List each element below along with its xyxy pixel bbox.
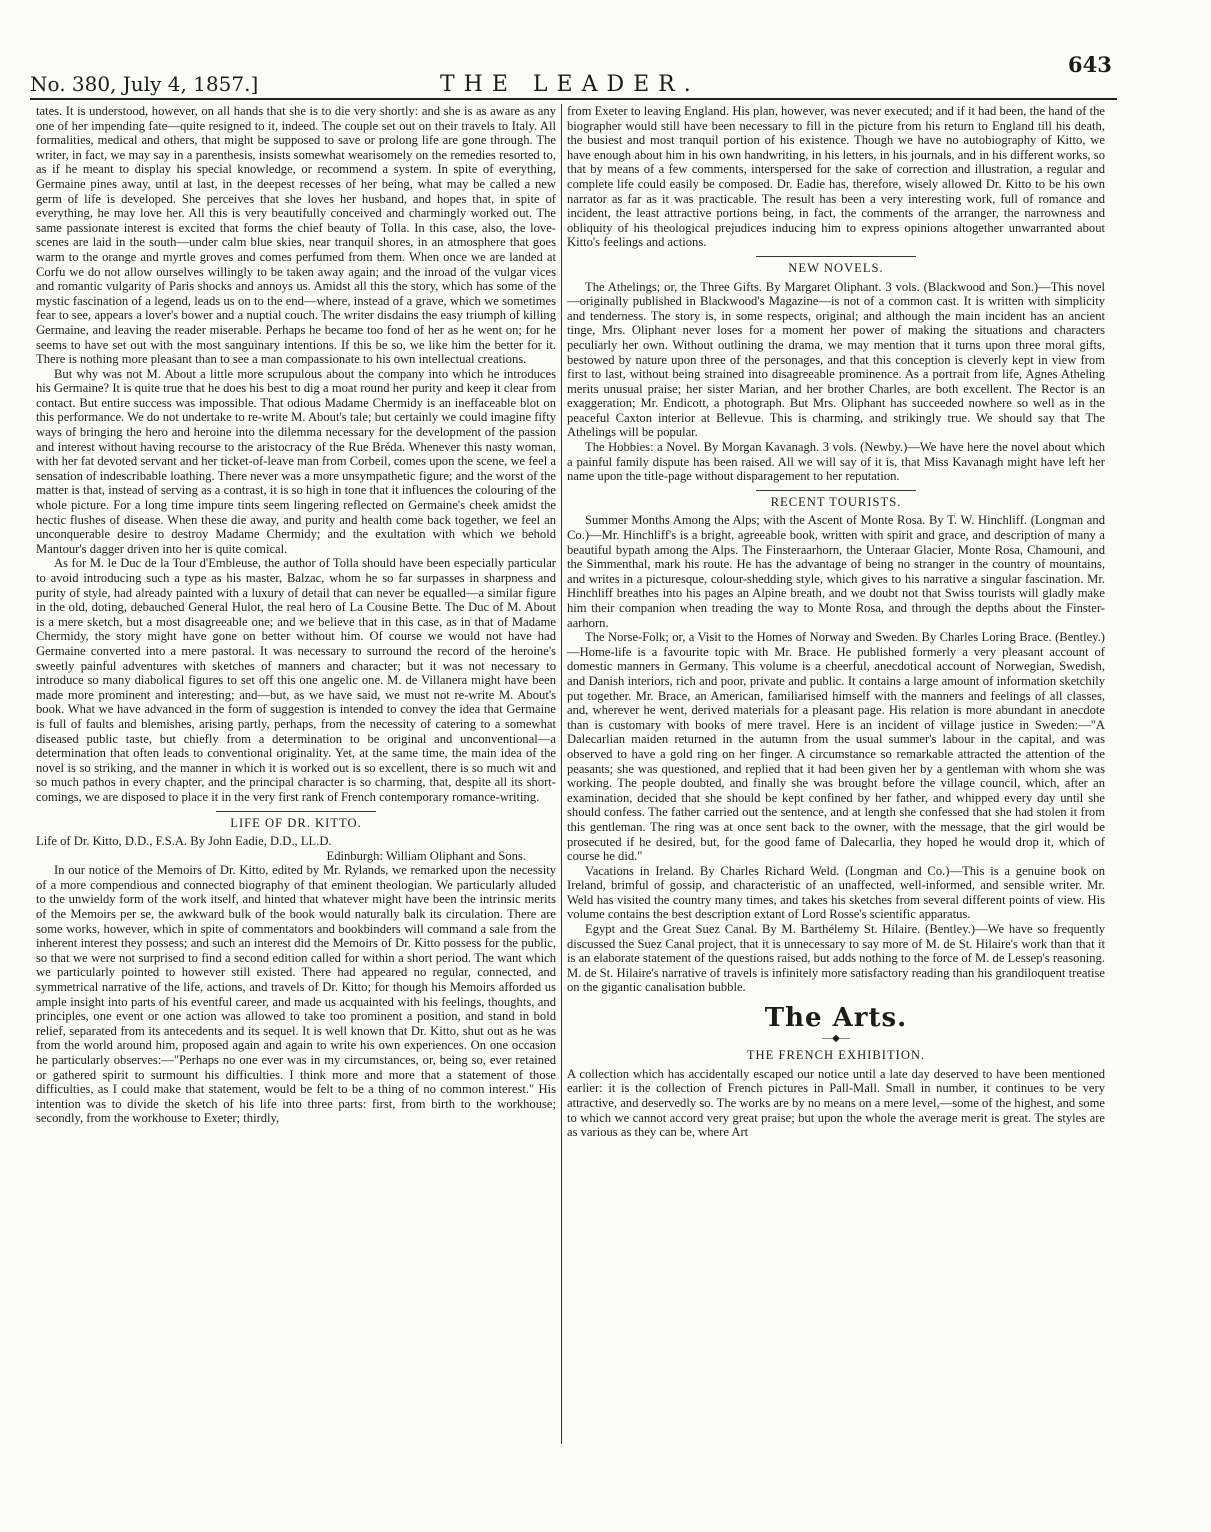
novel-review: The Athelings; or, the Three Gifts. By Margaret Oliphant. 3 vols. (Blackwood and Son.)—This novel—originally published in Blackwood's Magazine—is not of a common cast. It is written with simplicity and tenderness. The story is, in some respects, original; and although the main incident has an ancient tinge, Mrs. Oliphant never loses for a moment her power of making the situations and characters peculiarly her own. Without outlining the drama, we may mention that it turns upon three moral gifts, bestowed by nature upon three of the personages, and that this conception is cleverly kept in view from first to last, without being strained into disagreeable prominence. As a portrait from life, Agnes Atheling merits unusual praise; her sister Marian, and her brother Charles, are both excellent. The Rector is an exaggeration; Mr. Endicott, a photograph. But Mrs. Oliphant has succeeded nowhere so well as in the peaceful Caxton interior at Bellevue. This is charming, and strikingly true. We should say that The Athelings will be popular.: [567, 279, 1105, 440]
exhibition-paragraph: A collection which has accidentally escaped our notice until a late day deserved to have been mentioned earlier: it is the collection of French pictures in Pall-Mall. Small in number, it continues to be very attractive, and deservedly so. The works are by no means on a mere level,—some of the highest, and some to which we cannot accord very great praise; but upon the whole the average merit is great. The styles are as various as they can be, where Art: [567, 1066, 1105, 1140]
ornament-divider: —◆—: [822, 1032, 850, 1044]
kitto-section-title: LIFE OF DR. KITTO.: [230, 815, 362, 830]
kitto-citation: Life of Dr. Kitto, D.D., F.S.A. By John Eadie, D.D., LL.D.: [36, 834, 332, 849]
issue-line: No. 380, July 4, 1857.]: [30, 72, 259, 96]
right-column: [567, 104, 1105, 1140]
section-rule: [216, 811, 376, 812]
masthead-title: THE LEADER.: [440, 72, 700, 97]
tourist-review: Egypt and the Great Suez Canal. By M. Barthélemy St. Hilaire. (Bentley.)—We have so frequently discussed the Suez Canal project, that it is unnecessary to say more of M. de St. Hilaire's work than that it is an elaborate statement of the questions raised, but adds nothing to the force of M. de Lessep's reasoning. M. de St. Hilaire's narrative of travels is infinitely more satisfactory reading than his grandiloquent treatise on the gigantic canalisation bubble.: [567, 922, 1105, 995]
left-column: [36, 104, 556, 1126]
column-divider: [561, 104, 562, 1444]
tourist-review: Vacations in Ireland. By Charles Richard Weld. (Longman and Co.)—This is a genuine book on Ireland, brimful of gossip, and characteristic of an unaffected, well-informed, and sensible writer. Mr. Weld has visited the country many times, and takes his sketches from several different points of view. His volume contains the best description extant of Lord Rosse's scientific apparatus.: [567, 863, 1105, 922]
tourist-review: The Norse-Folk; or, a Visit to the Homes of Norway and Sweden. By Charles Loring Brace. (Bentley.)—Home-life is a favourite topic with Mr. Brace. He published formerly a very pleasant account of domestic manners in Germany. This volume is a cheerful, anecdotical account of Norwegian, Swedish, and Danish interiors, rich and poor, private and public. It contains a large amount of information sketchily put together. Mr. Brace, an American, familiarised himself with the manners and feelings of all classes, and, wherever he went, derived materials for a pleasant page. His relation is more abundant in anecdote than is customary with books of mere travel. Here is an incident of village justice in Sweden:—"A Dalecarlian maiden returned in the autumn from the usual summer's labour in the capital, and was observed to have a gold ring on her finger. A circumstance so remarkable attracted the attention of the peasants; she was questioned, and replied that it had been given her by a gentleman with whom she was working. The people doubted, and finally she was brought before the village council, which, after an examination, decided that she should be kept confined by her father, and whipped every day until she should confess. The father carried out the sentence, and at length she confessed that she had stolen it from this gentleman. The ring was at once sent back to the owner, with the message, that the girl would be prosecuted if he desired, but, for the good fame of Dalecarlia, they hoped he would drop it, which of course he did.": [567, 630, 1105, 864]
kitto-continued: from Exeter to leaving England. His plan, however, was never executed; and if it had been, the hand of the biographer would still have been necessary to fill in the picture from his return to England till his death, the busiest and most tranquil portion of his existence. Though we have no autobiography of Kitto, we have enough about him in his own handwriting, in his letters, in his journals, and in his different works, so that by means of a few comments, interspersed for the sake of correction and illustration, a regular and complete life could easily be composed. Dr. Eadie has, therefore, wisely allowed Dr. Kitto to be his own narrator as far as it was practicable. The result has been a very interesting work, full of romance and incident, the least attractive portions being, in fact, the comments of the arranger, the narrowness and obliquity of his theological prejudices inducing him to express opinions altogether unwarranted about Kitto's feelings and actions.: [567, 104, 1105, 250]
kitto-paragraph: In our notice of the Memoirs of Dr. Kitto, edited by Mr. Rylands, we remarked upon the necessity of a more compendious and connected biography of that eminent theologian. We particularly alluded to the unwieldy form of the work itself, and hinted that whatever might have been the intrinsic merits of the Memoirs per se, the awkward bulk of the book would naturally balk its circulation. There are some works, however, which in spite of commentators and bookbinders will command a sale from the inherent interest they possess; and such an interest did the Memoirs of Dr. Kitto possess for the public, so that we were not surprised to find a second edition called for within a short period. The want which we particularly pointed to however still existed. There had appeared no regular, connected, and symmetrical narrative of the life, actions, and travels of Dr. Kitto; for though his Memoirs afforded us ample insight into parts of his eventful career, and made us acquainted with his feelings, thoughts, and principles, one event or one action was allowed to take too prominent a position, and stand in bold relief, separated from its antecedents and its sequel. It is well known that Dr. Kitto, shut out as he was from the world around him, proposed again and again to write his own experiences. On one occasion he particularly observes:—"Perhaps no one ever was in my circumstances, or, being so, ever retained or gathered spirit to surmount his difficulties. I think more and more that a statement of those difficulties, as I could make that statement, would be felt to be a thing of no common interest." His intention was to divide the sketch of his life into three parts: first, from birth to the workhouse; secondly, from the workhouse to Exeter; thirdly,: [36, 863, 556, 1126]
page-number: 643: [1068, 52, 1112, 77]
review-paragraph: But why was not M. About a little more scrupulous about the company into which he introduces his Germaine? It is quite true that he does his best to dig a moat round her purity and keep it clear from contact. But entire success was impossible. That odious Madame Chermidy is an ineffaceable blot on this performance. We do not undertake to re-write M. About's tale; but certainly we could imagine fifty ways of bringing the hero and heroine into the dilemma necessary for the development of the passion and interest without having recourse to the aristocracy of the Rue Bréda. Whenever this nasty woman, with her fat devoted servant and her ticket-of-leave man from Corbeil, comes upon the scene, we feel a sensation of indescribable loathing. There never was a more unsympathetic figure; and the worst of the matter is that, instead of serving as a contrast, it is so high in tone that it influences the colouring of the whole picture. For a long time impure tints seem lingering reflected on Germaine's cheek amidst the hectic flushes of disease. When these die away, and purity and health come back together, we feel an unconquerable desire to destroy Madame Chermidy; and the exultation with which we behold Mantour's dagger driven into her is quite comical.: [36, 366, 556, 556]
section-rule: [756, 490, 916, 491]
header-rule: [30, 98, 1117, 100]
exhibition-section-title: THE FRENCH EXHIBITION.: [746, 1048, 926, 1063]
review-paragraph: tates. It is understood, however, on all hands that she is to die very shortly: and she is as aware as any one of her impending fate—quite resigned to it, indeed. The couple set out on their travels to Italy. All formalities, medical and others, that might be supposed to save or prolong life are gone through. The writer, in fact, we may say in a parenthesis, insists somewhat wearisomely on the remedies resorted to, as if he meant to display his special knowledge, or recommend a system. In spite of everything, Germaine pines away, until at last, in the deepest recesses of her being, what may be called a new germ of life is developed. She perceives that she loves her husband, and hopes that, in spite of everything, he may love her. All this is very beautifully conceived and charmingly worked out. The same passionate interest is excited that forms the chief beauty of Tolla. In this case, also, the love-scenes are laid in the south—under calm blue skies, near tranquil shores, in an atmosphere that goes warm to the orange and myrtle groves and comes perfumed from them. When once we are landed at Corfu we do not allow ourselves willingly to be taken away again; and the inroad of the vulgar vices and romantic vulgarity of Paris shocks and annoys us. Amidst all this the story, which has some of the mystic fascination of a legend, leads us on to the end—where, instead of a grave, which we sometimes fear to see, appears a lover's bower and a nuptial couch. The writer disdains the easy triumph of killing Germaine, and leaving the reader miserable. Perhaps he became too fond of her as he went on; for he seems to have set out with the most sanguinary intentions. If this be so, we like him the better for it. There is nothing more pleasant than to see a man compassionate to his own intellectual creations.: [36, 104, 556, 367]
review-paragraph: As for M. le Duc de la Tour d'Embleuse, the author of Tolla should have been especially particular to avoid introducing such a type as his master, Balzac, whom he so far surpasses in sharpness and purity of style, had already painted with a luxury of detail that can never be equalled—a similar figure in the old, doting, debauched General Hulot, the real hero of La Cousine Bette. The Duc of M. About is a mere sketch, but a most disagreeable one; and we believe that in this case, as in that of Madame Chermidy, the story might have gone on better without him. Of course we would not have had Germaine converted into a mere pastoral. It was necessary to surround the record of the heroine's sweetly painful adventures with sketches of manners and character; but it was not necessary to introduce so many diabolical figures to set off this one angelic one. M. de Villanera might have been made more prominent and interesting; and—but, as we have said, we must not re-write M. About's book. What we have advanced in the form of suggestion is intended to convey the idea that Germaine is full of faults and blemishes, arising partly, perhaps, from the necessity of catering to a somewhat diseased public taste, but chiefly from a determination to be original and unconventional—a determination that often leads to conventional originality. Yet, at the same time, the main idea of the novel is so striking, and the manner in which it is worked out is so excellent, there is so much wit and so much pathos in every chapter, and the principal character is so charming, that, despite all its short-comings, we are disposed to place it in the very first rank of French contemporary romance-writing.: [36, 556, 556, 804]
arts-heading: The Arts.: [764, 1003, 908, 1034]
novel-review: The Hobbies: a Novel. By Morgan Kavanagh. 3 vols. (Newby.)—We have here the novel about which a painful family dispute has been raised. All we will say of it is, that Miss Kavanagh might have left her name upon the title-page without disparagement to her reputation.: [567, 440, 1105, 484]
novels-section-title: NEW NOVELS.: [788, 260, 884, 275]
tourists-section-title: RECENT TOURISTS.: [770, 494, 902, 509]
section-rule: [756, 256, 916, 257]
kitto-publisher: Edinburgh: William Oliphant and Sons.: [326, 848, 526, 863]
tourist-review: Summer Months Among the Alps; with the Ascent of Monte Rosa. By T. W. Hinchliff. (Longman and Co.)—Mr. Hinchliff's is a bright, agreeable book, written with spirit and grace, and description of many a beautiful bypath among the Alps. The Finsteraarhorn, the Unteraar Glacier, Monte Rosa, Chamouni, and the Simmenthal, mark his route. He has the advantage of being no stranger in the country of mountains, and writes in a picturesque, colour-shedding style, which gives to his narrative a singular fascination. Mr. Hinchliff breathes into his pages an Alpine breath, and we doubt not that Swiss tourists will gladly make him their companion when treading the way to Monte Rosa, and through the depths about the Finster-aarhorn.: [567, 513, 1105, 630]
